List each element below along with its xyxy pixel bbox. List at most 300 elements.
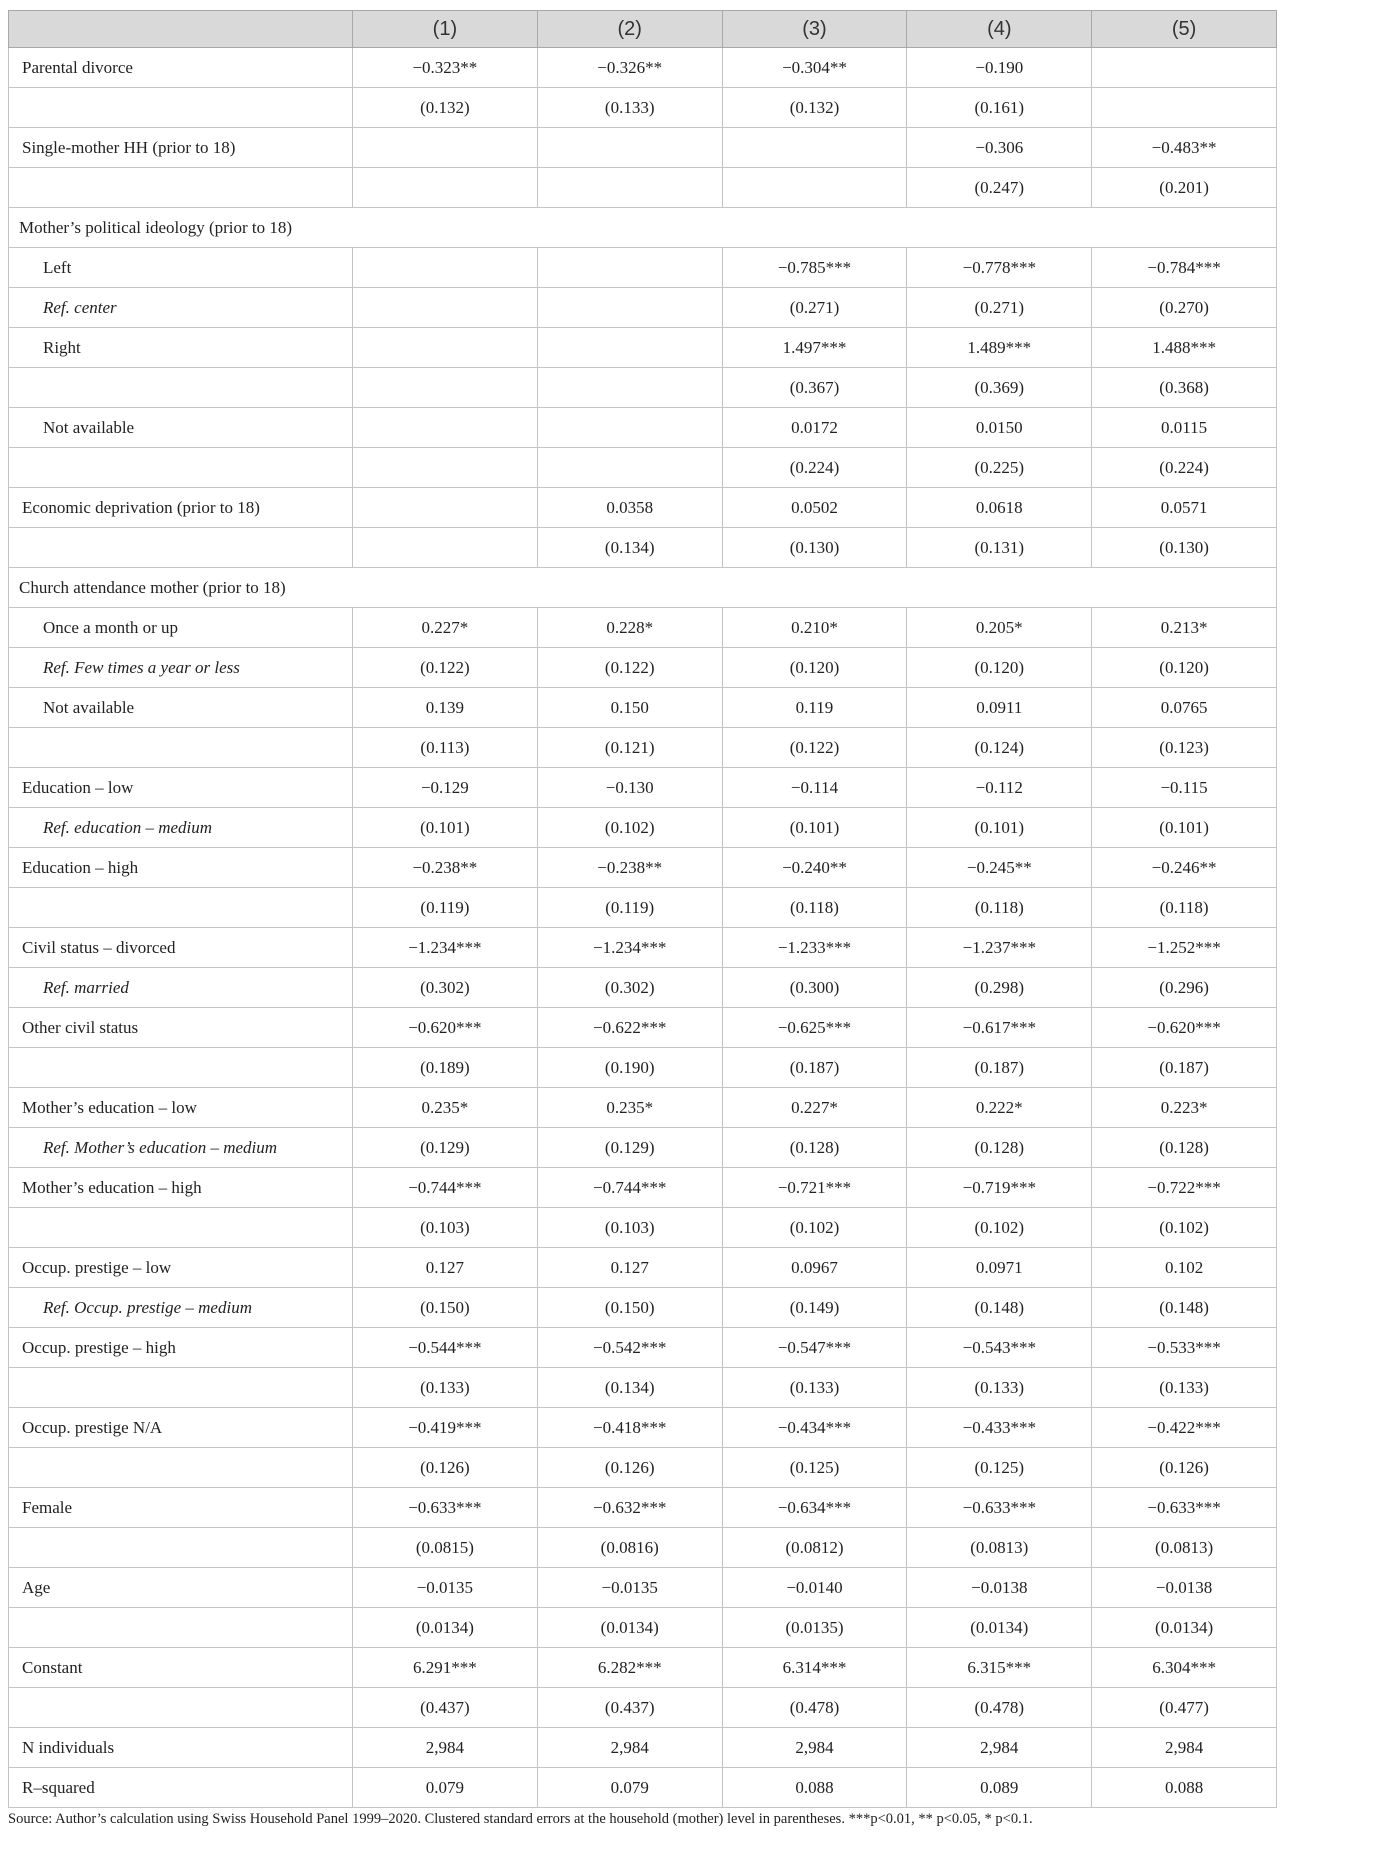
value-cell-model-5 <box>1092 48 1277 88</box>
value-cell-model-1: (0.122) <box>353 648 538 688</box>
value-cell-model-1 <box>353 528 538 568</box>
value-cell-model-3 <box>722 128 907 168</box>
value-cell-model-1: (0.189) <box>353 1048 538 1088</box>
value-cell-model-1 <box>353 128 538 168</box>
value-cell-model-1: −0.544*** <box>353 1328 538 1368</box>
value-cell-model-2: (0.102) <box>537 808 722 848</box>
value-cell-model-3: −0.240** <box>722 848 907 888</box>
value-cell-model-4: (0.247) <box>907 168 1092 208</box>
row-label <box>9 1448 353 1488</box>
value-cell-model-2: 0.150 <box>537 688 722 728</box>
value-cell-model-3: −0.625*** <box>722 1008 907 1048</box>
row-label: Mother’s education – low <box>9 1088 353 1128</box>
value-cell-model-4: 6.315*** <box>907 1648 1092 1688</box>
value-cell-model-4: (0.298) <box>907 968 1092 1008</box>
value-cell-model-5: −0.115 <box>1092 768 1277 808</box>
value-cell-model-3: −0.634*** <box>722 1488 907 1528</box>
table-row <box>9 208 1277 248</box>
value-cell-model-2 <box>537 288 722 328</box>
row-label: Left <box>9 248 353 288</box>
value-cell-model-3: 0.0502 <box>722 488 907 528</box>
value-cell-model-2: −0.744*** <box>537 1168 722 1208</box>
table-row <box>9 1488 1277 1528</box>
value-cell-model-5: −0.533*** <box>1092 1328 1277 1368</box>
value-cell-model-1: 0.079 <box>353 1768 538 1808</box>
table-row <box>9 928 1277 968</box>
value-cell-model-4: 0.0971 <box>907 1248 1092 1288</box>
value-cell-model-1: −0.633*** <box>353 1488 538 1528</box>
value-cell-model-5: (0.270) <box>1092 288 1277 328</box>
table-row <box>9 888 1277 928</box>
value-cell-model-4: 0.205* <box>907 608 1092 648</box>
value-cell-model-3: −0.547*** <box>722 1328 907 1368</box>
value-cell-model-2: −0.542*** <box>537 1328 722 1368</box>
row-label: Ref. Occup. prestige – medium <box>9 1288 353 1328</box>
header-cell-model-1: (1) <box>353 11 538 48</box>
table-row <box>9 1688 1277 1728</box>
table-row <box>9 1728 1277 1768</box>
value-cell-model-1: −0.323** <box>353 48 538 88</box>
table-row <box>9 248 1277 288</box>
row-label: Occup. prestige – low <box>9 1248 353 1288</box>
value-cell-model-4: −0.245** <box>907 848 1092 888</box>
value-cell-model-3: 0.210* <box>722 608 907 648</box>
value-cell-model-4: 0.222* <box>907 1088 1092 1128</box>
value-cell-model-2: (0.119) <box>537 888 722 928</box>
value-cell-model-5: (0.128) <box>1092 1128 1277 1168</box>
value-cell-model-1: −1.234*** <box>353 928 538 968</box>
row-label <box>9 528 353 568</box>
value-cell-model-4: (0.187) <box>907 1048 1092 1088</box>
value-cell-model-2: −0.130 <box>537 768 722 808</box>
value-cell-model-5: −0.246** <box>1092 848 1277 888</box>
value-cell-model-3: −0.114 <box>722 768 907 808</box>
value-cell-model-4: (0.478) <box>907 1688 1092 1728</box>
value-cell-model-5: (0.133) <box>1092 1368 1277 1408</box>
value-cell-model-1: −0.129 <box>353 768 538 808</box>
table-row <box>9 1648 1277 1688</box>
table-row <box>9 488 1277 528</box>
value-cell-model-2: −0.632*** <box>537 1488 722 1528</box>
value-cell-model-1: (0.437) <box>353 1688 538 1728</box>
table-row <box>9 528 1277 568</box>
row-label: Female <box>9 1488 353 1528</box>
value-cell-model-2: (0.133) <box>537 88 722 128</box>
value-cell-model-4: (0.369) <box>907 368 1092 408</box>
value-cell-model-5: −0.0138 <box>1092 1568 1277 1608</box>
table-row <box>9 1088 1277 1128</box>
row-label: R–squared <box>9 1768 353 1808</box>
row-label: Ref. center <box>9 288 353 328</box>
value-cell-model-2: −0.0135 <box>537 1568 722 1608</box>
value-cell-model-2 <box>537 248 722 288</box>
value-cell-model-2 <box>537 128 722 168</box>
value-cell-model-1: −0.419*** <box>353 1408 538 1448</box>
value-cell-model-3: 0.0967 <box>722 1248 907 1288</box>
value-cell-model-4: (0.271) <box>907 288 1092 328</box>
value-cell-model-5: (0.120) <box>1092 648 1277 688</box>
table-row <box>9 608 1277 648</box>
regression-table <box>8 10 1277 1808</box>
value-cell-model-5: −0.422*** <box>1092 1408 1277 1448</box>
value-cell-model-3 <box>722 168 907 208</box>
value-cell-model-1 <box>353 488 538 528</box>
value-cell-model-4: 0.0911 <box>907 688 1092 728</box>
value-cell-model-4: −0.112 <box>907 768 1092 808</box>
value-cell-model-3: (0.120) <box>722 648 907 688</box>
value-cell-model-4: (0.120) <box>907 648 1092 688</box>
value-cell-model-5: 0.0765 <box>1092 688 1277 728</box>
row-label <box>9 1208 353 1248</box>
table-row <box>9 1168 1277 1208</box>
table-row <box>9 1008 1277 1048</box>
row-label: Ref. Few times a year or less <box>9 648 353 688</box>
value-cell-model-1: (0.126) <box>353 1448 538 1488</box>
value-cell-model-1: (0.129) <box>353 1128 538 1168</box>
value-cell-model-4: 1.489*** <box>907 328 1092 368</box>
value-cell-model-3: (0.300) <box>722 968 907 1008</box>
value-cell-model-1: −0.620*** <box>353 1008 538 1048</box>
value-cell-model-1 <box>353 168 538 208</box>
value-cell-model-5: (0.0134) <box>1092 1608 1277 1648</box>
value-cell-model-3: (0.149) <box>722 1288 907 1328</box>
value-cell-model-5: (0.126) <box>1092 1448 1277 1488</box>
value-cell-model-4: −0.719*** <box>907 1168 1092 1208</box>
table-row <box>9 448 1277 488</box>
value-cell-model-3: (0.0812) <box>722 1528 907 1568</box>
value-cell-model-3: −1.233*** <box>722 928 907 968</box>
header-cell-model-4: (4) <box>907 11 1092 48</box>
value-cell-model-2: −0.418*** <box>537 1408 722 1448</box>
row-label <box>9 1048 353 1088</box>
row-label: Economic deprivation (prior to 18) <box>9 488 353 528</box>
value-cell-model-5: −0.784*** <box>1092 248 1277 288</box>
value-cell-model-1: 2,984 <box>353 1728 538 1768</box>
value-cell-model-5: (0.123) <box>1092 728 1277 768</box>
value-cell-model-3: 0.088 <box>722 1768 907 1808</box>
value-cell-model-1: −0.744*** <box>353 1168 538 1208</box>
table-row <box>9 88 1277 128</box>
header-cell-label <box>9 11 353 48</box>
value-cell-model-5: 0.0115 <box>1092 408 1277 448</box>
header-cell-model-2: (2) <box>537 11 722 48</box>
value-cell-model-2 <box>537 448 722 488</box>
value-cell-model-1: (0.150) <box>353 1288 538 1328</box>
value-cell-model-5: (0.118) <box>1092 888 1277 928</box>
value-cell-model-3: (0.224) <box>722 448 907 488</box>
row-label: Education – low <box>9 768 353 808</box>
value-cell-model-2 <box>537 328 722 368</box>
value-cell-model-4: (0.131) <box>907 528 1092 568</box>
value-cell-model-1: 6.291*** <box>353 1648 538 1688</box>
value-cell-model-5: (0.224) <box>1092 448 1277 488</box>
value-cell-model-2: (0.0134) <box>537 1608 722 1648</box>
value-cell-model-1 <box>353 368 538 408</box>
value-cell-model-3: 1.497*** <box>722 328 907 368</box>
row-label <box>9 448 353 488</box>
value-cell-model-5: 0.0571 <box>1092 488 1277 528</box>
value-cell-model-5: 6.304*** <box>1092 1648 1277 1688</box>
row-label: Civil status – divorced <box>9 928 353 968</box>
value-cell-model-3: (0.133) <box>722 1368 907 1408</box>
value-cell-model-2: −0.622*** <box>537 1008 722 1048</box>
value-cell-model-3: (0.122) <box>722 728 907 768</box>
table-row <box>9 1248 1277 1288</box>
value-cell-model-4: −0.433*** <box>907 1408 1092 1448</box>
value-cell-model-2: (0.150) <box>537 1288 722 1328</box>
value-cell-model-4: (0.148) <box>907 1288 1092 1328</box>
value-cell-model-3: (0.130) <box>722 528 907 568</box>
value-cell-model-1: (0.0134) <box>353 1608 538 1648</box>
value-cell-model-5: 0.088 <box>1092 1768 1277 1808</box>
value-cell-model-1: 0.235* <box>353 1088 538 1128</box>
value-cell-model-1: 0.127 <box>353 1248 538 1288</box>
value-cell-model-2: 0.079 <box>537 1768 722 1808</box>
value-cell-model-5: (0.187) <box>1092 1048 1277 1088</box>
table-row <box>9 1128 1277 1168</box>
row-label <box>9 88 353 128</box>
value-cell-model-5: 0.102 <box>1092 1248 1277 1288</box>
value-cell-model-3: −0.0140 <box>722 1568 907 1608</box>
value-cell-model-4: (0.102) <box>907 1208 1092 1248</box>
value-cell-model-3: (0.132) <box>722 88 907 128</box>
value-cell-model-5: 0.223* <box>1092 1088 1277 1128</box>
value-cell-model-2: (0.0816) <box>537 1528 722 1568</box>
value-cell-model-1: (0.101) <box>353 808 538 848</box>
row-label: Ref. married <box>9 968 353 1008</box>
value-cell-model-3: (0.101) <box>722 808 907 848</box>
table-row <box>9 1208 1277 1248</box>
value-cell-model-2 <box>537 168 722 208</box>
value-cell-model-1 <box>353 328 538 368</box>
value-cell-model-5: 1.488*** <box>1092 328 1277 368</box>
value-cell-model-4: (0.0134) <box>907 1608 1092 1648</box>
value-cell-model-1 <box>353 248 538 288</box>
value-cell-model-5: 0.213* <box>1092 608 1277 648</box>
value-cell-model-2: (0.121) <box>537 728 722 768</box>
table-row <box>9 648 1277 688</box>
table-row <box>9 1448 1277 1488</box>
value-cell-model-4: −1.237*** <box>907 928 1092 968</box>
value-cell-model-2: 0.0358 <box>537 488 722 528</box>
row-label: Parental divorce <box>9 48 353 88</box>
value-cell-model-2 <box>537 368 722 408</box>
value-cell-model-2: (0.302) <box>537 968 722 1008</box>
row-label <box>9 368 353 408</box>
table-row <box>9 568 1277 608</box>
value-cell-model-5: 2,984 <box>1092 1728 1277 1768</box>
table-row <box>9 1048 1277 1088</box>
value-cell-model-3: 0.119 <box>722 688 907 728</box>
value-cell-model-3: (0.102) <box>722 1208 907 1248</box>
value-cell-model-4: (0.125) <box>907 1448 1092 1488</box>
value-cell-model-5: (0.101) <box>1092 808 1277 848</box>
table-row <box>9 1328 1277 1368</box>
row-label <box>9 728 353 768</box>
value-cell-model-2: (0.437) <box>537 1688 722 1728</box>
row-label <box>9 1608 353 1648</box>
value-cell-model-2: (0.134) <box>537 1368 722 1408</box>
table-body <box>9 48 1277 1808</box>
value-cell-model-3: 2,984 <box>722 1728 907 1768</box>
value-cell-model-5: −0.483** <box>1092 128 1277 168</box>
value-cell-model-1: (0.0815) <box>353 1528 538 1568</box>
table-row <box>9 368 1277 408</box>
value-cell-model-2: (0.103) <box>537 1208 722 1248</box>
value-cell-model-4: (0.133) <box>907 1368 1092 1408</box>
value-cell-model-3: −0.304** <box>722 48 907 88</box>
value-cell-model-2 <box>537 408 722 448</box>
value-cell-model-1: 0.139 <box>353 688 538 728</box>
value-cell-model-5: −0.620*** <box>1092 1008 1277 1048</box>
row-label: Mother’s education – high <box>9 1168 353 1208</box>
value-cell-model-3: 0.227* <box>722 1088 907 1128</box>
value-cell-model-1: (0.302) <box>353 968 538 1008</box>
header-cell-model-3: (3) <box>722 11 907 48</box>
value-cell-model-1 <box>353 288 538 328</box>
value-cell-model-4: −0.617*** <box>907 1008 1092 1048</box>
value-cell-model-1 <box>353 448 538 488</box>
value-cell-model-1 <box>353 408 538 448</box>
value-cell-model-4: 0.089 <box>907 1768 1092 1808</box>
value-cell-model-5 <box>1092 88 1277 128</box>
row-label: Once a month or up <box>9 608 353 648</box>
value-cell-model-3: 0.0172 <box>722 408 907 448</box>
row-label: Occup. prestige – high <box>9 1328 353 1368</box>
table-row <box>9 128 1277 168</box>
table-row <box>9 1608 1277 1648</box>
value-cell-model-3: −0.434*** <box>722 1408 907 1448</box>
value-cell-model-1: −0.238** <box>353 848 538 888</box>
value-cell-model-5: (0.130) <box>1092 528 1277 568</box>
value-cell-model-1: (0.103) <box>353 1208 538 1248</box>
value-cell-model-2: 0.235* <box>537 1088 722 1128</box>
value-cell-model-5: −1.252*** <box>1092 928 1277 968</box>
table-row <box>9 1368 1277 1408</box>
table-row <box>9 808 1277 848</box>
value-cell-model-4: −0.778*** <box>907 248 1092 288</box>
value-cell-model-2: (0.126) <box>537 1448 722 1488</box>
value-cell-model-4: 0.0150 <box>907 408 1092 448</box>
value-cell-model-3: (0.128) <box>722 1128 907 1168</box>
table-row <box>9 968 1277 1008</box>
row-label: Mother’s political ideology (prior to 18) <box>9 208 1277 248</box>
table-row <box>9 728 1277 768</box>
value-cell-model-5: (0.296) <box>1092 968 1277 1008</box>
row-label <box>9 1368 353 1408</box>
header-cell-model-5: (5) <box>1092 11 1277 48</box>
value-cell-model-2: 0.127 <box>537 1248 722 1288</box>
table-row <box>9 288 1277 328</box>
value-cell-model-3: −0.785*** <box>722 248 907 288</box>
value-cell-model-2: (0.129) <box>537 1128 722 1168</box>
row-label: Right <box>9 328 353 368</box>
value-cell-model-4: (0.225) <box>907 448 1092 488</box>
value-cell-model-5: −0.633*** <box>1092 1488 1277 1528</box>
value-cell-model-3: (0.187) <box>722 1048 907 1088</box>
value-cell-model-4: (0.124) <box>907 728 1092 768</box>
table-row <box>9 1288 1277 1328</box>
row-label: Age <box>9 1568 353 1608</box>
value-cell-model-2: (0.122) <box>537 648 722 688</box>
value-cell-model-1: −0.0135 <box>353 1568 538 1608</box>
value-cell-model-5: (0.201) <box>1092 168 1277 208</box>
value-cell-model-4: −0.0138 <box>907 1568 1092 1608</box>
value-cell-model-4: (0.0813) <box>907 1528 1092 1568</box>
value-cell-model-2: −0.238** <box>537 848 722 888</box>
table-row <box>9 1568 1277 1608</box>
table-row <box>9 328 1277 368</box>
row-label: N individuals <box>9 1728 353 1768</box>
regression-table-container <box>8 10 1276 1828</box>
value-cell-model-5: (0.368) <box>1092 368 1277 408</box>
value-cell-model-5: (0.477) <box>1092 1688 1277 1728</box>
table-row <box>9 688 1277 728</box>
row-label <box>9 1688 353 1728</box>
row-label: Other civil status <box>9 1008 353 1048</box>
table-row <box>9 848 1277 888</box>
table-row <box>9 1768 1277 1808</box>
value-cell-model-1: 0.227* <box>353 608 538 648</box>
value-cell-model-2: (0.190) <box>537 1048 722 1088</box>
value-cell-model-1: (0.119) <box>353 888 538 928</box>
value-cell-model-3: (0.0135) <box>722 1608 907 1648</box>
value-cell-model-1: (0.113) <box>353 728 538 768</box>
value-cell-model-5: −0.722*** <box>1092 1168 1277 1208</box>
value-cell-model-4: 2,984 <box>907 1728 1092 1768</box>
value-cell-model-3: (0.478) <box>722 1688 907 1728</box>
value-cell-model-2: 2,984 <box>537 1728 722 1768</box>
table-row <box>9 768 1277 808</box>
row-label: Ref. Mother’s education – medium <box>9 1128 353 1168</box>
row-label <box>9 888 353 928</box>
header-row <box>9 11 1277 48</box>
value-cell-model-2: −1.234*** <box>537 928 722 968</box>
value-cell-model-3: (0.367) <box>722 368 907 408</box>
value-cell-model-4: −0.306 <box>907 128 1092 168</box>
table-row <box>9 168 1277 208</box>
row-label: Not available <box>9 408 353 448</box>
row-label: Not available <box>9 688 353 728</box>
value-cell-model-2: 0.228* <box>537 608 722 648</box>
value-cell-model-4: (0.161) <box>907 88 1092 128</box>
row-label <box>9 1528 353 1568</box>
value-cell-model-4: (0.128) <box>907 1128 1092 1168</box>
row-label: Church attendance mother (prior to 18) <box>9 568 1277 608</box>
value-cell-model-3: (0.118) <box>722 888 907 928</box>
row-label: Occup. prestige N/A <box>9 1408 353 1448</box>
value-cell-model-1: (0.132) <box>353 88 538 128</box>
value-cell-model-2: −0.326** <box>537 48 722 88</box>
value-cell-model-4: (0.118) <box>907 888 1092 928</box>
value-cell-model-4: −0.190 <box>907 48 1092 88</box>
value-cell-model-4: 0.0618 <box>907 488 1092 528</box>
value-cell-model-4: −0.543*** <box>907 1328 1092 1368</box>
value-cell-model-2: 6.282*** <box>537 1648 722 1688</box>
value-cell-model-2: (0.134) <box>537 528 722 568</box>
value-cell-model-3: −0.721*** <box>722 1168 907 1208</box>
table-footnote: Source: Author’s calculation using Swiss Household Panel 1999–2020. Clustered standard errors at the household (mother) level in parentheses. ***p<0.01, ** p<0.05, * p<0.1. <box>8 1811 1033 1827</box>
value-cell-model-5: (0.102) <box>1092 1208 1277 1248</box>
row-label: Education – high <box>9 848 353 888</box>
row-label: Single-mother HH (prior to 18) <box>9 128 353 168</box>
table-row <box>9 1528 1277 1568</box>
row-label: Ref. education – medium <box>9 808 353 848</box>
table-row <box>9 48 1277 88</box>
value-cell-model-3: (0.125) <box>722 1448 907 1488</box>
value-cell-model-3: 6.314*** <box>722 1648 907 1688</box>
value-cell-model-4: (0.101) <box>907 808 1092 848</box>
